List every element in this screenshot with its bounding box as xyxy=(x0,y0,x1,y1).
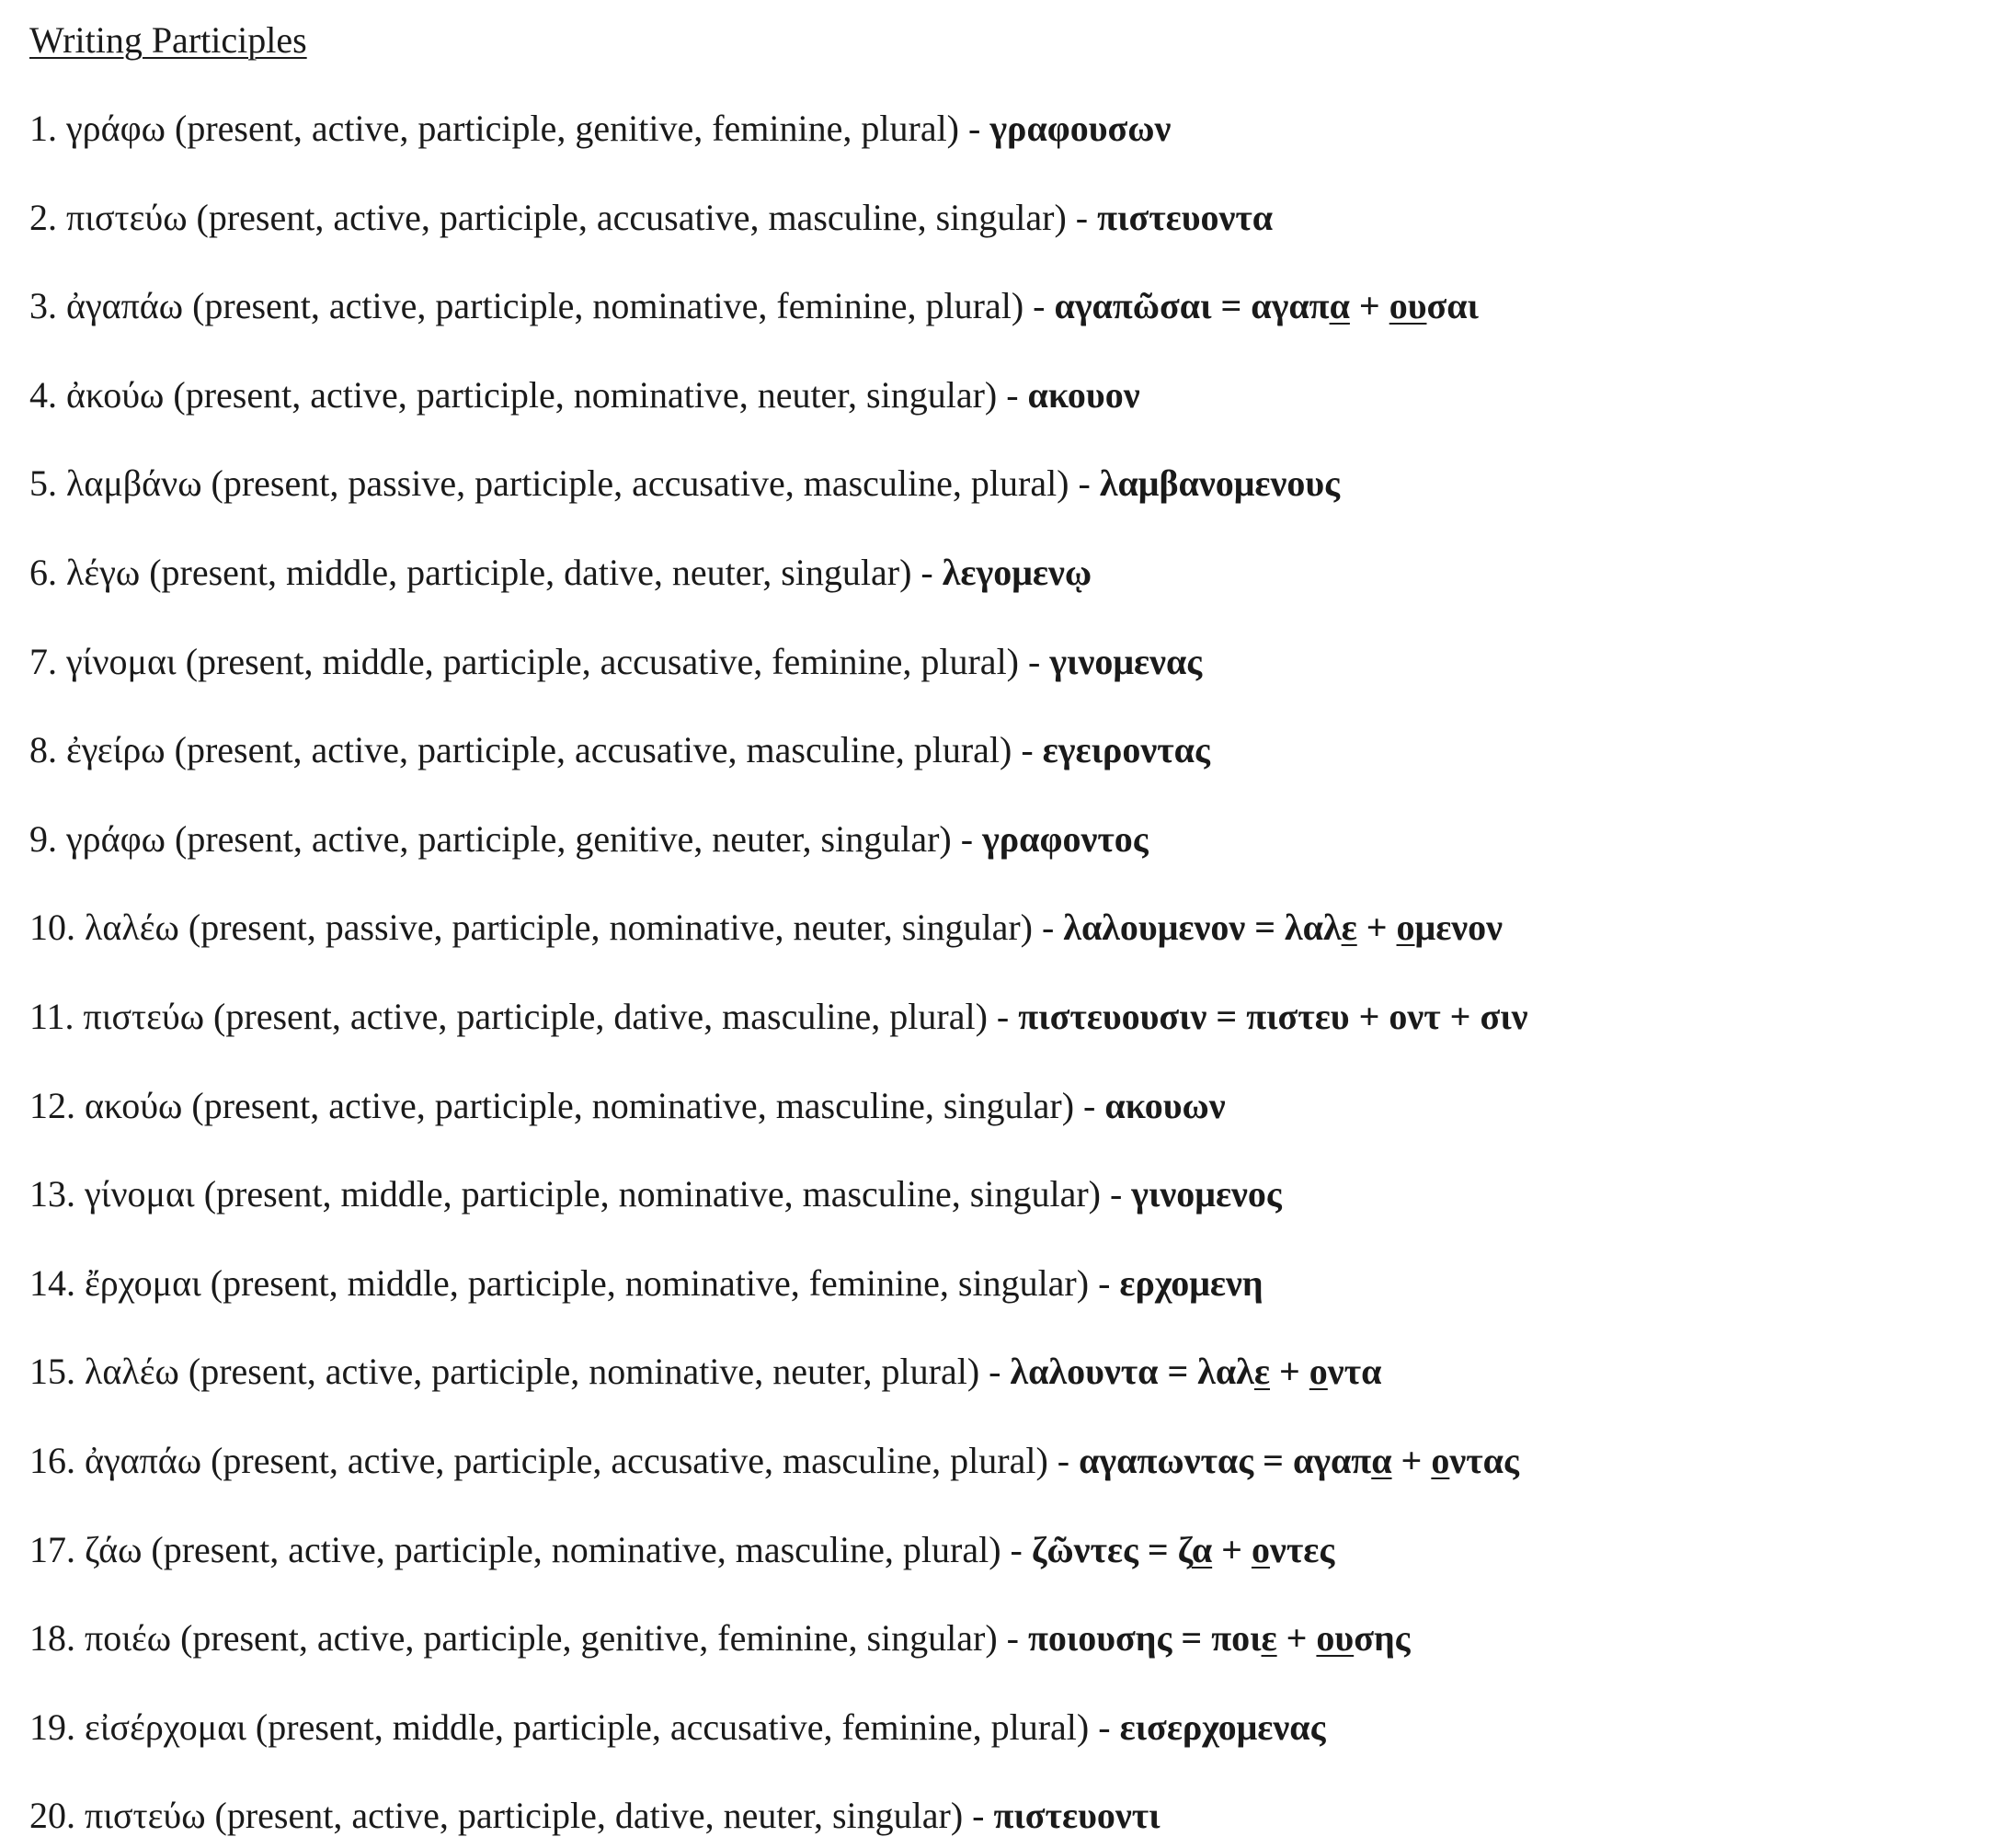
item-parsing: (present, active, participle, genitive, neuter, singular) - xyxy=(175,817,983,860)
item-verb: λέγω xyxy=(66,552,150,593)
item-verb: λαλέω xyxy=(85,1351,189,1393)
breakdown-segment: + xyxy=(1356,907,1397,949)
item-parsing: (present, middle, participle, accusative, feminine, plural) - xyxy=(185,640,1050,682)
item-number: 3. xyxy=(29,285,66,327)
breakdown-segment: σης xyxy=(1354,1617,1411,1660)
list-item xyxy=(29,194,1273,242)
breakdown-underlined-segment: ε xyxy=(1341,907,1357,949)
item-number: 11. xyxy=(29,996,84,1037)
item-answer: λαμβανομενους xyxy=(1099,462,1341,505)
item-answer: εισερχομενας xyxy=(1119,1705,1326,1748)
item-number: 2. xyxy=(29,196,66,238)
item-number: 17. xyxy=(29,1528,85,1570)
list-item xyxy=(29,904,1503,952)
list-item xyxy=(29,282,1479,330)
item-answer: γινομενος xyxy=(1131,1173,1282,1215)
breakdown-segment: ζ xyxy=(1177,1528,1192,1570)
list-item xyxy=(29,1082,1226,1130)
list-item xyxy=(29,1437,1519,1485)
list-item xyxy=(29,1170,1282,1218)
item-breakdown: = αγαπα + ουσαι xyxy=(1211,285,1479,327)
item-parsing: (present, active, participle, genitive, feminine, plural) - xyxy=(175,108,990,149)
item-breakdown: = ποιε + ουσης xyxy=(1172,1617,1411,1660)
item-parsing: (present, active, participle, accusative, masculine, plural) - xyxy=(174,729,1043,771)
item-answer: πιστευουσιν xyxy=(1018,996,1207,1037)
item-number: 18. xyxy=(29,1617,85,1660)
item-verb: ἀκούω xyxy=(66,373,174,416)
item-verb: λαλέω xyxy=(85,907,189,949)
list-item xyxy=(29,1348,1381,1396)
breakdown-underlined-segment: ε xyxy=(1261,1617,1277,1660)
item-number: 14. xyxy=(29,1261,85,1304)
item-number: 19. xyxy=(29,1705,85,1748)
item-parsing: (present, active, participle, nominative, masculine, plural) - xyxy=(151,1528,1032,1570)
breakdown-segment: αγαπ xyxy=(1251,285,1330,327)
item-parsing: (present, middle, participle, dative, neuter, singular) - xyxy=(149,552,943,593)
item-number: 15. xyxy=(29,1351,85,1393)
item-parsing: (present, active, participle, accusative, masculine, singular) - xyxy=(196,196,1098,238)
item-parsing: (present, middle, participle, accusative, feminine, plural) - xyxy=(255,1705,1120,1748)
breakdown-underlined-segment: ο xyxy=(1251,1528,1270,1570)
list-item xyxy=(29,460,1340,508)
breakdown-segment: λαλ xyxy=(1197,1351,1254,1393)
item-verb: γίνομαι xyxy=(85,1173,204,1215)
item-answer: γραφουσων xyxy=(989,108,1172,149)
item-verb: ἀγαπάω xyxy=(66,285,193,327)
item-answer: αγαπῶσαι xyxy=(1054,285,1212,327)
item-breakdown: = πιστευ + οντ + σιν xyxy=(1206,996,1528,1037)
item-verb: ἔρχομαι xyxy=(85,1261,211,1304)
item-number: 4. xyxy=(29,373,66,416)
breakdown-underlined-segment: α xyxy=(1371,1440,1392,1481)
item-number: 7. xyxy=(29,640,66,682)
item-breakdown: = λαλε + οντα xyxy=(1158,1351,1382,1393)
breakdown-underlined-segment: ο xyxy=(1309,1351,1328,1393)
breakdown-segment: ποι xyxy=(1211,1617,1262,1660)
item-parsing: (present, middle, participle, nominative, feminine, singular) - xyxy=(210,1261,1120,1304)
item-answer: πιστευοντι xyxy=(993,1795,1161,1837)
breakdown-segment: ντα xyxy=(1327,1351,1382,1393)
list-item xyxy=(29,549,1092,597)
item-parsing: (present, active, participle, accusative, masculine, plural) - xyxy=(211,1440,1080,1481)
item-parsing: (present, active, participle, nominative, feminine, plural) - xyxy=(192,285,1055,327)
item-parsing: (present, active, participle, dative, neuter, singular) - xyxy=(214,1795,994,1837)
item-breakdown: = λαλε + ομενον xyxy=(1245,907,1504,949)
item-parsing: (present, active, participle, nominative, masculine, singular) - xyxy=(191,1084,1105,1126)
list-item xyxy=(29,816,1149,863)
item-answer: ακουων xyxy=(1104,1084,1226,1126)
item-verb: πιστεύω xyxy=(66,196,197,238)
list-item xyxy=(29,1526,1334,1574)
breakdown-segment: + xyxy=(1349,285,1389,327)
list-item xyxy=(29,638,1202,686)
breakdown-underlined-segment: ο xyxy=(1431,1440,1450,1481)
list-item xyxy=(29,726,1210,774)
item-verb: γράφω xyxy=(66,108,176,149)
item-parsing: (present, middle, participle, nominative, masculine, singular) - xyxy=(203,1173,1132,1215)
item-verb: πιστεύω xyxy=(85,1795,215,1837)
item-verb: εἰσέρχομαι xyxy=(85,1705,256,1748)
item-breakdown: = ζα + οντες xyxy=(1138,1528,1335,1570)
breakdown-underlined-segment: α xyxy=(1191,1528,1213,1570)
breakdown-segment: λαλ xyxy=(1285,907,1342,949)
breakdown-underlined-segment: ου xyxy=(1316,1617,1355,1660)
list-item xyxy=(29,1260,1263,1307)
item-answer: λεγομενῳ xyxy=(942,552,1092,593)
item-answer: ερχομενη xyxy=(1119,1261,1263,1304)
item-answer: ζῶντες xyxy=(1031,1528,1138,1570)
item-answer: αγαπωντας xyxy=(1079,1440,1254,1481)
list-item xyxy=(29,1614,1411,1662)
item-number: 9. xyxy=(29,817,66,860)
item-verb: λαμβάνω xyxy=(66,462,212,505)
breakdown-underlined-segment: α xyxy=(1329,285,1350,327)
item-number: 20. xyxy=(29,1795,85,1837)
item-answer: ποιουσης xyxy=(1027,1617,1172,1660)
item-parsing: (present, active, participle, nominative, neuter, singular) - xyxy=(173,373,1028,416)
item-verb: ακούω xyxy=(85,1084,192,1126)
item-answer: γραφοντος xyxy=(982,817,1149,860)
item-parsing: (present, passive, participle, nominative, neuter, singular) - xyxy=(188,907,1064,949)
item-answer: λαλουμενον xyxy=(1063,907,1246,949)
breakdown-segment: + xyxy=(1276,1617,1317,1660)
item-parsing: (present, active, participle, dative, masculine, plural) - xyxy=(213,996,1019,1037)
item-verb: γράφω xyxy=(66,817,176,860)
item-answer: γινομενας xyxy=(1049,640,1203,682)
list-item xyxy=(29,1704,1325,1751)
item-answer: πιστευοντα xyxy=(1097,196,1274,238)
item-verb: ποιέω xyxy=(85,1617,181,1660)
item-number: 13. xyxy=(29,1173,85,1215)
page-title: Writing Participles xyxy=(29,19,307,61)
item-parsing: (present, active, participle, genitive, feminine, singular) - xyxy=(180,1617,1028,1660)
breakdown-underlined-segment: ο xyxy=(1396,907,1415,949)
item-number: 8. xyxy=(29,729,66,771)
item-parsing: (present, active, participle, nominative, neuter, plural) - xyxy=(188,1351,1011,1393)
breakdown-segment: ντες xyxy=(1269,1528,1335,1570)
item-breakdown: = αγαπα + οντας xyxy=(1253,1440,1519,1481)
breakdown-segment: ντας xyxy=(1449,1440,1519,1481)
item-verb: πιστεύω xyxy=(83,996,214,1037)
item-verb: γίνομαι xyxy=(66,640,186,682)
item-number: 12. xyxy=(29,1084,85,1126)
item-number: 5. xyxy=(29,462,66,505)
item-verb: ζάω xyxy=(85,1528,152,1570)
breakdown-underlined-segment: ου xyxy=(1389,285,1427,327)
list-item xyxy=(29,1792,1161,1840)
list-item xyxy=(29,371,1140,419)
item-number: 6. xyxy=(29,552,66,593)
item-number: 10. xyxy=(29,907,85,949)
item-answer: εγειροντας xyxy=(1042,729,1210,771)
list-item xyxy=(29,105,1171,153)
breakdown-segment: μενον xyxy=(1414,907,1504,949)
breakdown-segment: σαι xyxy=(1426,285,1479,327)
item-answer: λαλουντα xyxy=(1010,1351,1159,1393)
breakdown-segment: + xyxy=(1212,1528,1252,1570)
breakdown-segment: + xyxy=(1270,1351,1309,1393)
item-number: 1. xyxy=(29,108,66,149)
breakdown-segment: + xyxy=(1391,1440,1432,1481)
item-verb: ἐγείρω xyxy=(66,729,175,771)
breakdown-underlined-segment: ε xyxy=(1253,1351,1270,1393)
item-answer: ακουον xyxy=(1027,373,1140,416)
breakdown-segment: πιστευ + οντ + σιν xyxy=(1246,996,1528,1037)
item-parsing: (present, passive, participle, accusative, masculine, plural) - xyxy=(211,462,1100,505)
item-verb: ἀγαπάω xyxy=(85,1440,212,1481)
item-number: 16. xyxy=(29,1440,85,1481)
breakdown-segment: αγαπ xyxy=(1292,1440,1372,1481)
list-item xyxy=(29,993,1528,1041)
